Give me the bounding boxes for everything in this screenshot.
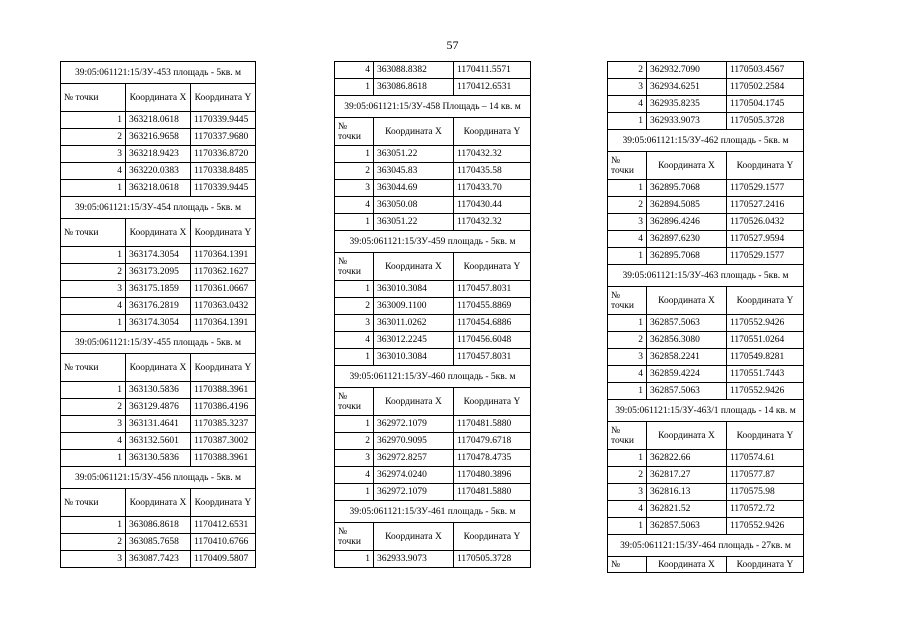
parcel-title: 39:05:061121:15/ЗУ-463/1 площадь - 14 кв. м [608,400,804,422]
coordinate-x-header: Координата X [126,354,191,382]
point-number: 2 [608,62,647,79]
coordinate-x: 363174.3054 [126,315,191,332]
table-row [61,129,256,146]
coordinate-y: 1170430.44 [454,197,531,214]
table-row [335,62,531,79]
coordinate-y: 1170505.3728 [454,551,531,568]
parcel-title-row [608,400,804,422]
table-row [335,79,531,96]
parcel-title-row [335,366,531,388]
coordinate-y-header: Координата Y [454,523,531,551]
table-row [61,534,256,551]
coordinate-x: 363010.3084 [374,349,454,366]
coordinate-x-header: Координата X [126,84,191,112]
coordinate-x: 362896.4246 [647,214,727,231]
point-number: 3 [61,416,126,433]
coordinate-y: 1170481.5880 [454,416,531,433]
coordinate-x: 362857.5063 [647,518,727,535]
table-row [608,450,804,467]
point-number: 1 [61,517,126,534]
coordinate-y: 1170388.3961 [191,450,256,467]
table-row [335,163,531,180]
coordinate-y: 1170455.8869 [454,298,531,315]
table-row [608,231,804,248]
parcel-title: 39:05:061121:15/ЗУ-463 площадь - 5кв. м [608,265,804,287]
point-number: 1 [61,382,126,399]
table-row [608,383,804,400]
coordinate-y: 1170549.8281 [727,349,804,366]
coordinates-table [60,61,256,568]
coordinate-x: 362972.8257 [374,450,454,467]
table-row [61,163,256,180]
coordinate-x: 362895.7068 [647,180,727,197]
coordinate-x: 362932.7090 [647,62,727,79]
coordinate-y-header: Координата Y [727,422,804,450]
table-row [61,551,256,568]
parcel-title-row [61,62,256,84]
coordinate-y: 1170502.2584 [727,79,804,96]
coordinate-x: 362974.0240 [374,467,454,484]
table-row [335,332,531,349]
point-number: 3 [335,450,374,467]
point-number: 4 [608,366,647,383]
point-number: 1 [335,551,374,568]
point-number: 1 [335,281,374,298]
point-number: 4 [335,62,374,79]
coordinate-x: 362822.66 [647,450,727,467]
coordinate-x: 362935.8235 [647,96,727,113]
table-row [608,197,804,214]
table-row [608,501,804,518]
table-header-row [608,557,804,573]
coordinate-y: 1170339.9445 [191,112,256,129]
coordinate-y: 1170363.0432 [191,298,256,315]
point-number: 4 [608,501,647,518]
coordinate-y: 1170574.61 [727,450,804,467]
table-header-row [61,354,256,382]
parcel-title-row [335,96,531,118]
point-number: 3 [608,349,647,366]
point-number: 2 [335,298,374,315]
coordinate-x-header: Координата X [374,523,454,551]
table-header-row [335,388,531,416]
coordinates-table [607,61,804,573]
coordinate-x: 362934.6251 [647,79,727,96]
coordinate-x-header: Координата X [647,152,727,180]
point-number: 2 [608,467,647,484]
coordinate-x: 363130.5836 [126,382,191,399]
point-number: 2 [608,332,647,349]
coordinate-y: 1170339.9445 [191,180,256,197]
coordinates-column-2 [334,61,531,568]
coordinate-x-header: Координата X [647,287,727,315]
point-number-header: № точки [61,354,126,382]
parcel-title: 39:05:061121:15/ЗУ-460 площадь - 5кв. м [335,366,531,388]
point-number-header: № точки [61,84,126,112]
table-row [61,146,256,163]
parcel-title: 39:05:061121:15/ЗУ-462 площадь - 5кв. м [608,130,804,152]
coordinate-y: 1170457.8031 [454,281,531,298]
table-row [61,517,256,534]
coordinate-y: 1170454.6886 [454,315,531,332]
coordinate-y: 1170412.6531 [191,517,256,534]
coordinate-x: 363050.08 [374,197,454,214]
coordinate-y-header: Координата Y [727,152,804,180]
coordinate-x: 362816.13 [647,484,727,501]
coordinate-x: 363130.5836 [126,450,191,467]
coordinate-x: 362894.5085 [647,197,727,214]
parcel-title: 39:05:061121:15/ЗУ-456 площадь - 5кв. м [61,467,256,489]
point-number: 2 [61,264,126,281]
coordinate-y-header: Координата Y [727,557,804,573]
coordinate-x: 362970.9095 [374,433,454,450]
coordinate-y: 1170411.5571 [454,62,531,79]
table-row [335,450,531,467]
table-row [335,214,531,231]
parcel-title: 39:05:061121:15/ЗУ-455 площадь - 5кв. м [61,332,256,354]
table-row [608,62,804,79]
table-header-row [608,287,804,315]
coordinate-y: 1170409.5807 [191,551,256,568]
point-number: 3 [61,281,126,298]
coordinate-y: 1170364.1391 [191,315,256,332]
coordinate-y: 1170552.9426 [727,383,804,400]
coordinate-x: 363220.0383 [126,163,191,180]
point-number: 1 [608,450,647,467]
coordinate-x: 362972.1079 [374,484,454,501]
coordinate-y: 1170435.58 [454,163,531,180]
table-row [61,264,256,281]
coordinate-y: 1170337.9680 [191,129,256,146]
coordinate-x-header: Координата X [374,388,454,416]
parcel-title: 39:05:061121:15/ЗУ-461 площадь - 5кв. м [335,501,531,523]
coordinate-x: 362817.27 [647,467,727,484]
table-row [608,214,804,231]
coordinate-x: 362821.52 [647,501,727,518]
coordinate-x: 363044.69 [374,180,454,197]
coordinate-x: 363173.2095 [126,264,191,281]
point-number: 3 [335,315,374,332]
point-number: 4 [608,231,647,248]
point-number-header: № точки [608,152,647,180]
coordinates-column-1 [60,61,256,568]
coordinate-x: 363218.0618 [126,112,191,129]
table-row [61,298,256,315]
coordinate-y: 1170503.4567 [727,62,804,79]
table-row [335,315,531,332]
page-number: 57 [446,38,459,52]
coordinate-x: 363086.8618 [126,517,191,534]
coordinate-x: 362972.1079 [374,416,454,433]
parcel-title-row [61,197,256,219]
coordinate-y: 1170480.3896 [454,467,531,484]
coordinate-y: 1170336.8720 [191,146,256,163]
coordinate-y: 1170572.72 [727,501,804,518]
point-number-header: № точки [608,422,647,450]
table-row [61,450,256,467]
table-row [335,467,531,484]
coordinate-y: 1170364.1391 [191,247,256,264]
coordinate-x: 362933.9073 [647,113,727,130]
point-number: 2 [608,197,647,214]
coordinate-y-header: Координата Y [191,219,256,247]
coordinate-x: 362897.6230 [647,231,727,248]
coordinate-y: 1170362.1627 [191,264,256,281]
coordinate-x: 363012.2245 [374,332,454,349]
coordinate-x: 363175.1859 [126,281,191,298]
point-number: 1 [335,79,374,96]
point-number: 4 [61,433,126,450]
table-row [61,112,256,129]
coordinate-y-header: Координата Y [454,253,531,281]
point-number: 4 [61,298,126,315]
coordinate-y: 1170526.0432 [727,214,804,231]
point-number: 4 [61,163,126,180]
point-number: 3 [608,79,647,96]
table-row [61,433,256,450]
coordinate-x: 362857.5063 [647,383,727,400]
coordinate-y: 1170529.1577 [727,180,804,197]
table-row [608,96,804,113]
coordinate-x: 363011.0262 [374,315,454,332]
coordinate-y: 1170410.6766 [191,534,256,551]
parcel-title: 39:05:061121:15/ЗУ-454 площадь - 5кв. м [61,197,256,219]
coordinate-y: 1170551.7443 [727,366,804,383]
point-number: 4 [608,96,647,113]
point-number: 1 [61,450,126,467]
table-row [61,247,256,264]
coordinate-x: 362858.2241 [647,349,727,366]
coordinates-column-3 [607,61,804,573]
coordinate-y: 1170481.5880 [454,484,531,501]
coordinate-x: 363086.8618 [374,79,454,96]
point-number: 3 [608,214,647,231]
table-row [335,298,531,315]
point-number: 1 [608,248,647,265]
point-number-header: № [608,557,647,573]
table-row [608,79,804,96]
table-row [335,416,531,433]
point-number-header: № точки [335,253,374,281]
coordinate-x: 363216.9658 [126,129,191,146]
coordinate-y: 1170478.4735 [454,450,531,467]
point-number: 3 [61,146,126,163]
coordinate-x: 362857.5063 [647,315,727,332]
table-row [61,315,256,332]
coordinate-y-header: Координата Y [191,84,256,112]
point-number: 1 [608,180,647,197]
coordinate-x: 363174.3054 [126,247,191,264]
coordinate-x: 363218.0618 [126,180,191,197]
coordinate-x-header: Координата X [647,422,727,450]
coordinates-table [334,61,531,568]
point-number: 4 [335,467,374,484]
parcel-title: 39:05:061121:15/ЗУ-459 площадь - 5кв. м [335,231,531,253]
coordinate-x: 363087.7423 [126,551,191,568]
parcel-title-row [608,535,804,557]
coordinate-y: 1170386.4196 [191,399,256,416]
point-number: 1 [335,416,374,433]
coordinate-y: 1170505.3728 [727,113,804,130]
parcel-title-row [608,265,804,287]
point-number: 1 [335,484,374,501]
table-row [61,281,256,298]
point-number: 4 [335,197,374,214]
coordinate-y: 1170456.6048 [454,332,531,349]
coordinate-y: 1170338.8485 [191,163,256,180]
point-number: 1 [335,146,374,163]
point-number: 3 [608,484,647,501]
table-row [61,399,256,416]
coordinate-y: 1170529.1577 [727,248,804,265]
coordinate-y: 1170432.32 [454,146,531,163]
coordinate-x: 363129.4876 [126,399,191,416]
table-row [335,349,531,366]
coordinate-y: 1170552.9426 [727,315,804,332]
coordinate-y-header: Координата Y [191,354,256,382]
parcel-title-row [61,332,256,354]
coordinate-y: 1170432.32 [454,214,531,231]
coordinate-y: 1170527.9594 [727,231,804,248]
point-number: 1 [335,349,374,366]
table-row [61,180,256,197]
table-row [61,382,256,399]
parcel-title: 39:05:061121:15/ЗУ-453 площадь - 5кв. м [61,62,256,84]
table-row [608,332,804,349]
coordinate-x: 363131.4641 [126,416,191,433]
point-number: 1 [61,247,126,264]
table-header-row [335,523,531,551]
point-number: 3 [335,180,374,197]
table-header-row [335,253,531,281]
table-row [608,315,804,332]
table-row [335,197,531,214]
parcel-title-row [61,467,256,489]
point-number: 1 [61,112,126,129]
coordinate-x: 363009.1100 [374,298,454,315]
parcel-title-row [335,231,531,253]
coordinate-x: 362859.4224 [647,366,727,383]
coordinate-x: 363085.7658 [126,534,191,551]
coordinate-x-header: Координата X [126,489,191,517]
parcel-title-row [335,501,531,523]
coordinate-y: 1170479.6718 [454,433,531,450]
table-row [335,484,531,501]
table-row [335,281,531,298]
point-number-header: № точки [335,523,374,551]
table-row [608,349,804,366]
coordinate-x: 363132.5601 [126,433,191,450]
coordinate-y: 1170457.8031 [454,349,531,366]
point-number: 1 [61,315,126,332]
table-row [335,180,531,197]
point-number: 2 [335,163,374,180]
coordinate-y-header: Координата Y [454,388,531,416]
coordinate-y-header: Координата Y [454,118,531,146]
coordinate-x: 362856.3080 [647,332,727,349]
point-number: 1 [608,383,647,400]
table-row [335,146,531,163]
coordinate-x-header: Координата X [647,557,727,573]
table-header-row [608,152,804,180]
table-header-row [61,489,256,517]
table-header-row [61,84,256,112]
point-number: 2 [61,399,126,416]
table-row [608,366,804,383]
coordinate-x-header: Координата X [374,118,454,146]
coordinate-x: 363010.3084 [374,281,454,298]
point-number: 1 [335,214,374,231]
coordinate-x-header: Координата X [126,219,191,247]
point-number-header: № точки [61,489,126,517]
parcel-title: 39:05:061121:15/ЗУ-458 Площадь – 14 кв. м [335,96,531,118]
point-number: 2 [61,534,126,551]
coordinate-y: 1170361.0667 [191,281,256,298]
point-number: 3 [61,551,126,568]
table-header-row [335,118,531,146]
coordinate-y-header: Координата Y [191,489,256,517]
coordinate-x: 363088.8382 [374,62,454,79]
table-row [608,518,804,535]
parcel-title-row [608,130,804,152]
coordinate-y: 1170388.3961 [191,382,256,399]
table-row [335,433,531,450]
point-number: 1 [608,518,647,535]
table-row [61,416,256,433]
table-header-row [61,219,256,247]
table-row [608,484,804,501]
coordinate-x: 363176.2819 [126,298,191,315]
coordinate-x: 362895.7068 [647,248,727,265]
coordinate-y: 1170504.1745 [727,96,804,113]
point-number: 1 [61,180,126,197]
point-number: 1 [608,113,647,130]
parcel-title: 39:05:061121:15/ЗУ-464 площадь - 27кв. м [608,535,804,557]
coordinate-x: 363051.22 [374,146,454,163]
coordinate-y-header: Координата Y [727,287,804,315]
coordinate-y: 1170552.9426 [727,518,804,535]
table-row [335,551,531,568]
coordinate-x: 363218.9423 [126,146,191,163]
coordinate-y: 1170387.3002 [191,433,256,450]
point-number-header: № точки [335,118,374,146]
table-row [608,248,804,265]
table-header-row [608,422,804,450]
coordinate-y: 1170551.0264 [727,332,804,349]
table-row [608,113,804,130]
point-number-header: № точки [335,388,374,416]
coordinate-y: 1170433.70 [454,180,531,197]
coordinate-y: 1170385.3237 [191,416,256,433]
point-number: 2 [335,433,374,450]
coordinate-x: 362933.9073 [374,551,454,568]
coordinate-y: 1170577.87 [727,467,804,484]
coordinate-y: 1170527.2416 [727,197,804,214]
point-number: 4 [335,332,374,349]
coordinate-x: 363051.22 [374,214,454,231]
coordinate-x-header: Координата X [374,253,454,281]
point-number: 2 [61,129,126,146]
point-number: 1 [608,315,647,332]
coordinate-y: 1170575.98 [727,484,804,501]
table-row [608,467,804,484]
point-number-header: № точки [608,287,647,315]
point-number-header: № точки [61,219,126,247]
coordinate-x: 363045.83 [374,163,454,180]
table-row [608,180,804,197]
coordinate-y: 1170412.6531 [454,79,531,96]
